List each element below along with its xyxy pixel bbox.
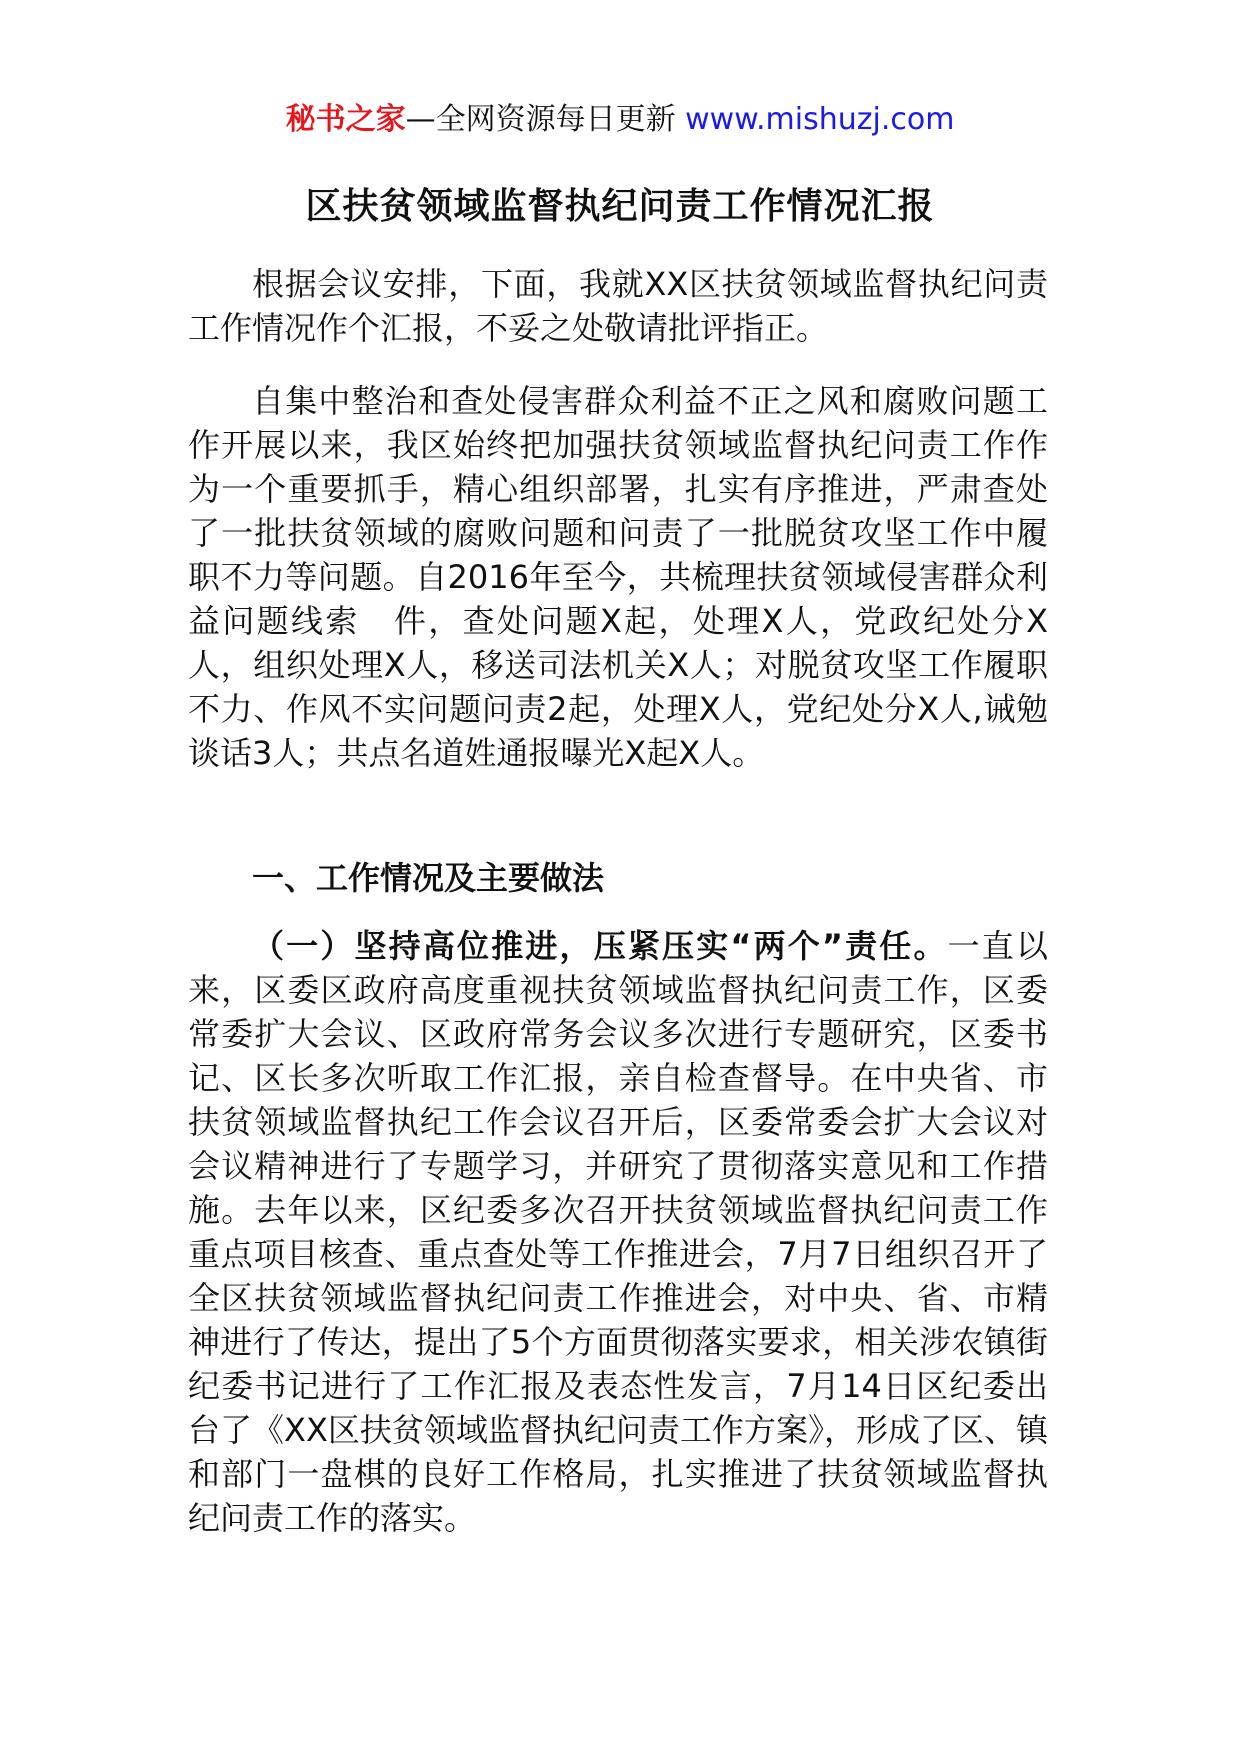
site-header [0, 100, 1240, 140]
paragraph-summary: 自集中整治和查处侵害群众利益不正之风和腐败问题工作开展以来，我区始终把加强扶贫领域监督执纪问责工作作为一个重要抓手，精心组织部署，扎实有序推进，严肃查处了一批扶贫领域的腐败问题和问责了一批脱贫攻坚工作中履职不力等问题。自2016年至今，共梳理扶贫领域侵害群众利益问题线索 件，查处问题X起，处理X人，党政纪处分X人，组织处理X人，移送司法机关X人；对脱贫攻坚工作履职不力、作风不实问题问责2起，处理X人，党纪处分X人,诫勉谈话3人；共点名道姓通报曝光X起X人。 [188, 382, 1048, 772]
paragraph-intro: 根据会议安排，下面，我就XX区扶贫领域监督执纪问责工作情况作个汇报，不妥之处敬请批评指正。 [188, 265, 1048, 347]
header-slogan: —全网资源每日更新 [405, 102, 676, 137]
site-url-link[interactable]: www.mishuzj.com [685, 102, 955, 137]
section-heading-1: 一、工作情况及主要做法 [252, 859, 605, 897]
paragraph-lead-heading: （一）坚持高位推进，压紧压实“两个”责任。 [252, 927, 948, 965]
paragraph-section-1-1 [188, 924, 1048, 1540]
document-title: 区扶贫领域监督执纪问责工作情况汇报 [305, 186, 935, 227]
brand-name: 秘书之家 [285, 102, 406, 137]
paragraph-body-text: 一直以来，区委区政府高度重视扶贫领域监督执纪问责工作，区委常委扩大会议、区政府常务会议多次进行专题研究，区委书记、区长多次听取工作汇报，亲自检查督导。在中央省、市扶贫领域监督执纪工作会议召开后，区委常委会扩大会议对会议精神进行了专题学习，并研究了贯彻落实意见和工作措施。去年以来，区纪委多次召开扶贫领域监督执纪问责工作重点项目核查、重点查处等工作推进会，7月7日组织召开了全区扶贫领域监督执纪问责工作推进会，对中央、省、市精神进行了传达，提出了5个方面贯彻落实要求，相关涉农镇街纪委书记进行了工作汇报及表态性发言，7月14日区纪委出台了《XX区扶贫领域监督执纪问责工作方案》，形成了区、镇和部门一盘棋的良好工作格局，扎实推进了扶贫领域监督执纪问责工作的落实。 [188, 927, 1048, 1537]
